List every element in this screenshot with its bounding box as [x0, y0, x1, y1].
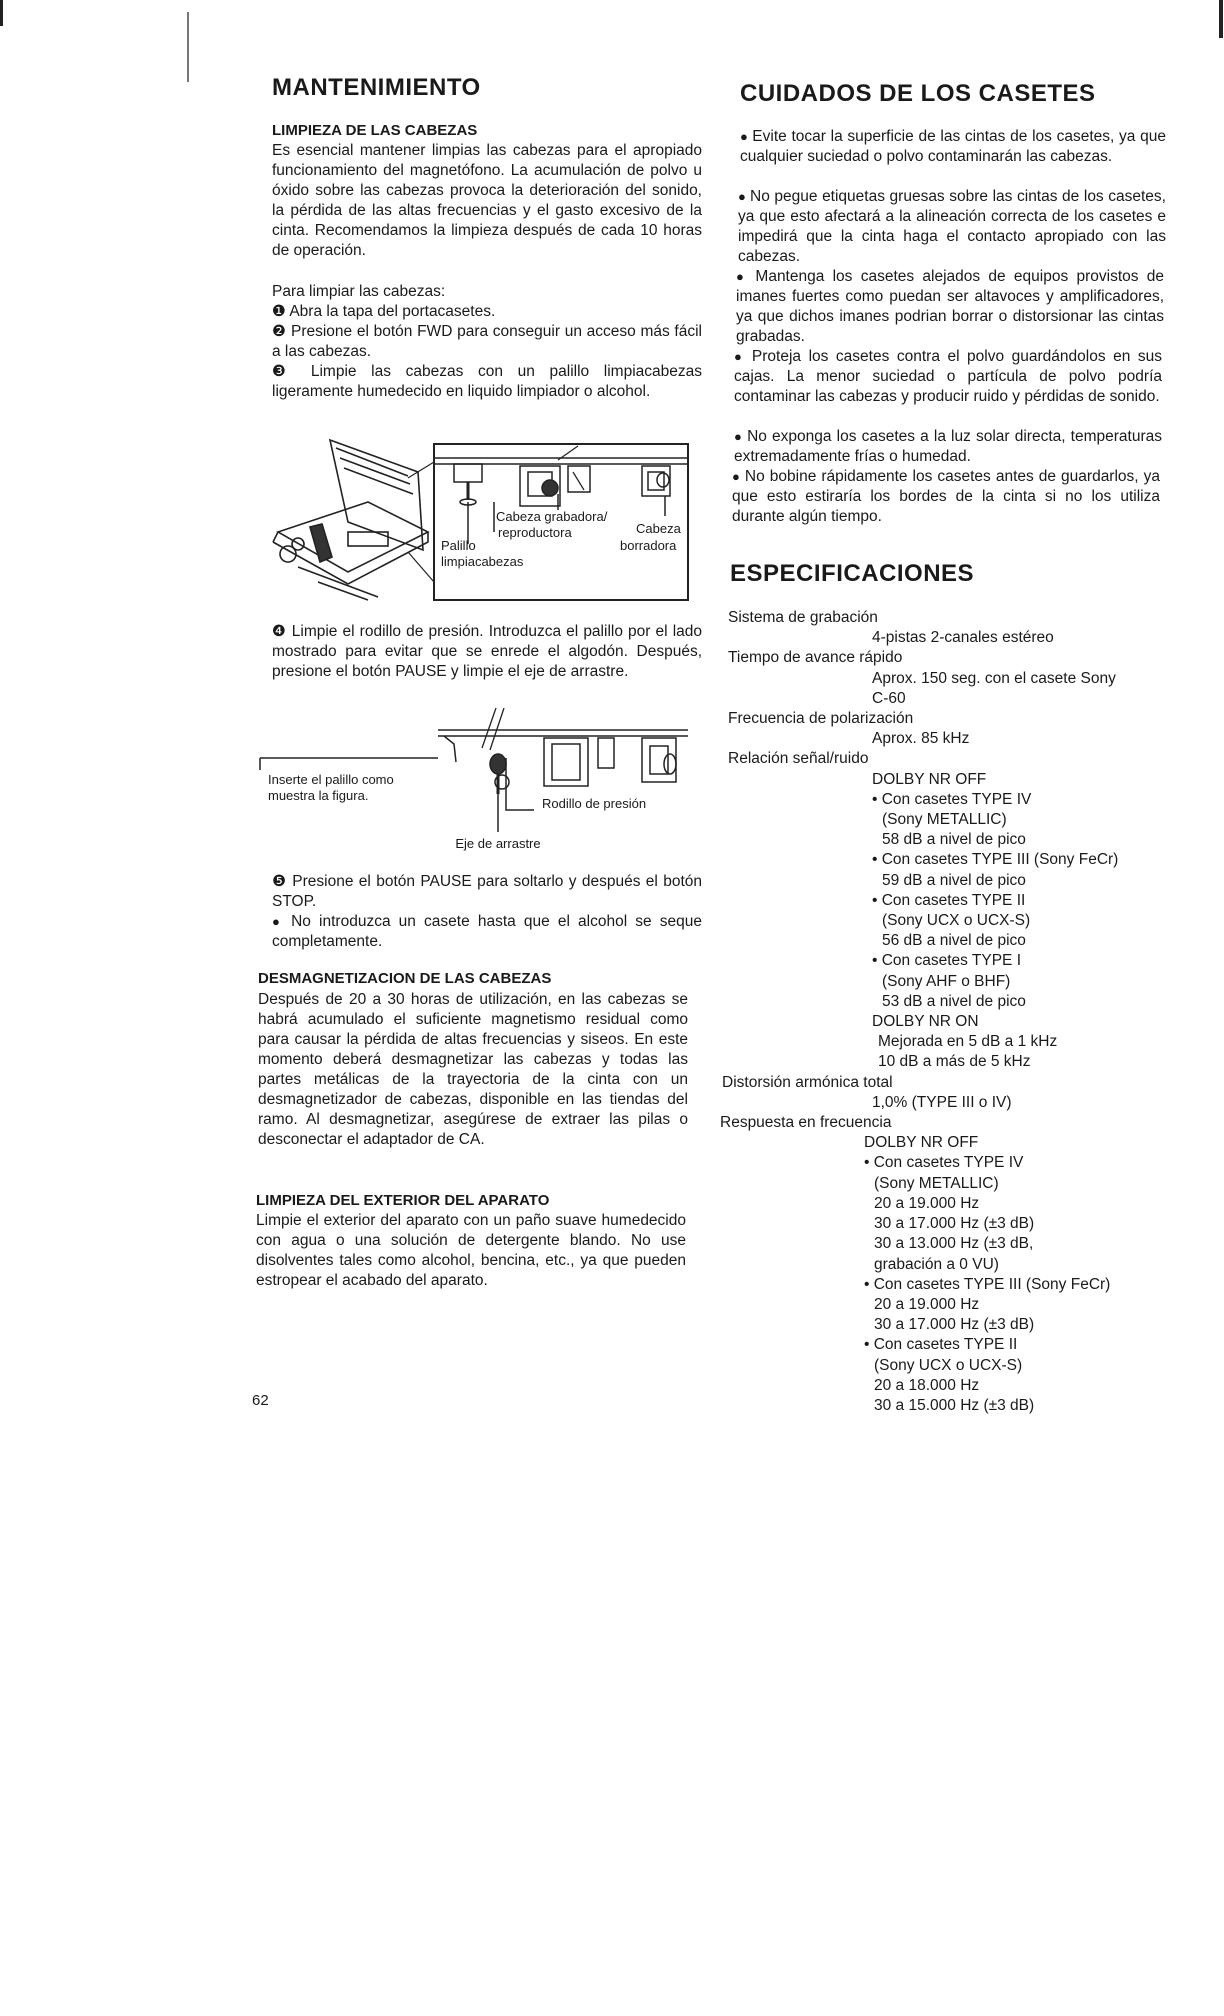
spec-line: 30 a 17.000 Hz (±3 dB) [874, 1316, 1035, 1334]
maintenance-title: MANTENIMIENTO [272, 74, 481, 101]
pinch-roller-figure [258, 708, 694, 858]
fig1-label-erase-2: borradora [620, 538, 677, 553]
spec-line: (Sony UCX o UCX-S) [882, 912, 1031, 930]
spec-line: (Sony UCX o UCX-S) [874, 1356, 1023, 1374]
heads-cleaning-heading: LIMPIEZA DE LAS CABEZAS [272, 122, 478, 139]
spec-line: • Con casetes TYPE II [864, 1336, 1018, 1354]
fig2-label-roller: Rodillo de presión [542, 796, 647, 811]
spec-line: 58 dB a nivel de pico [882, 831, 1026, 849]
spec-line: Distorsión armónica total [722, 1073, 893, 1091]
spec-line: 30 a 13.000 Hz (±3 dB, [874, 1235, 1034, 1253]
specs-title: ESPECIFICACIONES [730, 560, 975, 587]
fig1-label-rec-head-2: reproductora [498, 525, 572, 540]
page-number: 62 [252, 1392, 269, 1409]
care-bullet-3: ● Mantenga los casetes alejados de equipos provistos de imanes fuertes como puedan ser altavoces y amplificadores, ya que dichos imanes podrian borrar o distorsionar las cintas grabadas. [736, 267, 1164, 347]
spec-line: DOLBY NR OFF [864, 1134, 979, 1152]
demag-text: Después de 20 a 30 horas de utilización, en las cabezas se habrá acumulado el suficiente magnetismo residual como para causar la pérdida de altas frecuencias y siseos. En este momento deberá desmagnetizar las cabezas y todas las partes metálicas de la trayectoria de la cinta con un desmagnetizador de cabezas, disponible en las tiendas del ramo. Al desmagnetizar, asegúrese de extraer las pilas o desconectar el adaptador de CA. [258, 991, 688, 1148]
step-1: ❶ Abra la tapa del portacasetes. [272, 303, 496, 320]
spec-line: 30 a 15.000 Hz (±3 dB) [874, 1396, 1035, 1414]
exterior-heading: LIMPIEZA DEL EXTERIOR DEL APARATO [256, 1192, 550, 1209]
care-bullet-6: ● No bobine rápidamente los casetes antes de guardarlos, ya que esto estiraría los bordes de la cinta si no los utiliza durante algún tiempo. [732, 467, 1160, 527]
care-bullet-1: ● Evite tocar la superficie de las cintas de los casetes, ya que cualquier suciedad o polvo contaminarán las cabezas. [740, 127, 1166, 167]
spec-line: Tiempo de avance rápido [728, 649, 903, 667]
spec-line: • Con casetes TYPE IV [864, 1154, 1024, 1172]
spec-line: 20 a 18.000 Hz [874, 1376, 980, 1394]
spec-line: 10 dB a más de 5 kHz [878, 1053, 1031, 1071]
demag-heading: DESMAGNETIZACION DE LAS CABEZAS [258, 970, 552, 987]
fig1-label-stick-2: limpiacabezas [441, 554, 524, 569]
step-4: ❹ Limpie el rodillo de presión. Introduzca el palillo por el lado mostrado para evitar que se enrede el algodón. Después, presione el botón PAUSE y limpie el eje de arrastre. [272, 623, 702, 680]
spec-line: DOLBY NR OFF [872, 770, 987, 788]
spec-line: • Con casetes TYPE III (Sony FeCr) [864, 1275, 1111, 1293]
step-3: ❸ Limpie las cabezas con un palillo limpiacabezas ligeramente humedecido en liquido limpiador o alcohol. [272, 363, 702, 400]
care-bullet-5: ● No exponga los casetes a la luz solar directa, temperaturas extremadamente frías o humedad. [734, 427, 1162, 467]
spec-line: Aprox. 85 kHz [872, 730, 970, 748]
step-5: ❺ Presione el botón PAUSE para soltarlo y después el botón STOP. [272, 873, 702, 910]
spec-line: Aprox. 150 seg. con el casete Sony [872, 669, 1116, 687]
spec-line: Relación señal/ruido [728, 750, 869, 768]
fig2-label-capstan: Eje de arrastre [455, 836, 541, 851]
spec-line: 20 a 19.000 Hz [874, 1295, 980, 1313]
scan-edge-mark-right [1219, 0, 1223, 38]
spec-line: Frecuencia de polarización [728, 710, 914, 728]
scan-edge-mark-left [0, 0, 3, 26]
spec-line: Sistema de grabación [728, 609, 878, 626]
heads-cleaning-intro: Es esencial mantener limpias las cabezas para el apropiado funcionamiento del magnetófono. La acumulación de polvo u óxido sobre las cabezas provoca la deterioración del sonido, la pérdida de las altas frecuencias y el gasto excesivo de la cinta. Recomendamos la limpieza después de cada 10 horas de operación. [272, 142, 702, 259]
exterior-text: Limpie el exterior del aparato con un paño suave humedecido con agua o una solución de detergente blando. No use disolventes tales como alcohol, bencina, etc., ya que pueden estropear el acabado del aparato. [256, 1212, 686, 1289]
fig2-label-insert-1: Inserte el palillo como [268, 772, 394, 787]
spec-line: Respuesta en frecuencia [720, 1114, 892, 1132]
spec-line: (Sony METALLIC) [874, 1174, 999, 1192]
spec-line: • Con casetes TYPE I [872, 952, 1022, 970]
spec-line: 20 a 19.000 Hz [874, 1194, 980, 1212]
spec-line: • Con casetes TYPE III (Sony FeCr) [872, 851, 1119, 869]
spec-line: • Con casetes TYPE IV [872, 790, 1032, 808]
alcohol-note: ● No introduzca un casete hasta que el alcohol se seque completamente. [272, 912, 702, 952]
fig1-label-rec-head-1: Cabeza grabadora/ [496, 509, 608, 524]
care-title: CUIDADOS DE LOS CASETES [740, 80, 1096, 107]
spec-line: 4-pistas 2-canales estéreo [872, 629, 1054, 647]
step-2: ❷ Presione el botón FWD para conseguir un acceso más fácil a las cabezas. [272, 323, 702, 360]
to-clean-label: Para limpiar las cabezas: [272, 283, 446, 300]
spec-line: 56 dB a nivel de pico [882, 932, 1026, 950]
spec-line: 53 dB a nivel de pico [882, 992, 1026, 1010]
spec-line: • Con casetes TYPE II [872, 891, 1026, 909]
spec-line: (Sony METALLIC) [882, 811, 1007, 829]
care-bullet-4: ● Proteja los casetes contra el polvo guardándolos en sus cajas. La menor suciedad o partícula de polvo podría contaminar las cabezas y producir ruido y pérdidas de sonido. [734, 347, 1162, 407]
fig1-label-stick-1: Palillo [441, 538, 476, 553]
scan-binding-mark [187, 12, 189, 82]
spec-line: 1,0% (TYPE III o IV) [872, 1093, 1012, 1111]
spec-line: 30 a 17.000 Hz (±3 dB) [874, 1215, 1035, 1233]
head-cleaning-figure [258, 432, 694, 604]
spec-line: (Sony AHF o BHF) [882, 972, 1011, 990]
fig1-label-erase-1: Cabeza [636, 521, 681, 536]
spec-line: C-60 [872, 689, 906, 707]
spec-line: Mejorada en 5 dB a 1 kHz [878, 1033, 1058, 1051]
spec-line: grabación a 0 VU) [874, 1255, 999, 1273]
spec-line: 59 dB a nivel de pico [882, 871, 1026, 889]
spec-line: DOLBY NR ON [872, 1013, 979, 1031]
fig2-label-insert-2: muestra la figura. [268, 788, 369, 803]
care-bullet-2: ● No pegue etiquetas gruesas sobre las cintas de los casetes, ya que esto afectará a la alineación correcta de los casetes e impedirá que la cinta haga el contacto apropiado con las cabezas. [738, 187, 1166, 267]
specs-list [720, 608, 1168, 1416]
